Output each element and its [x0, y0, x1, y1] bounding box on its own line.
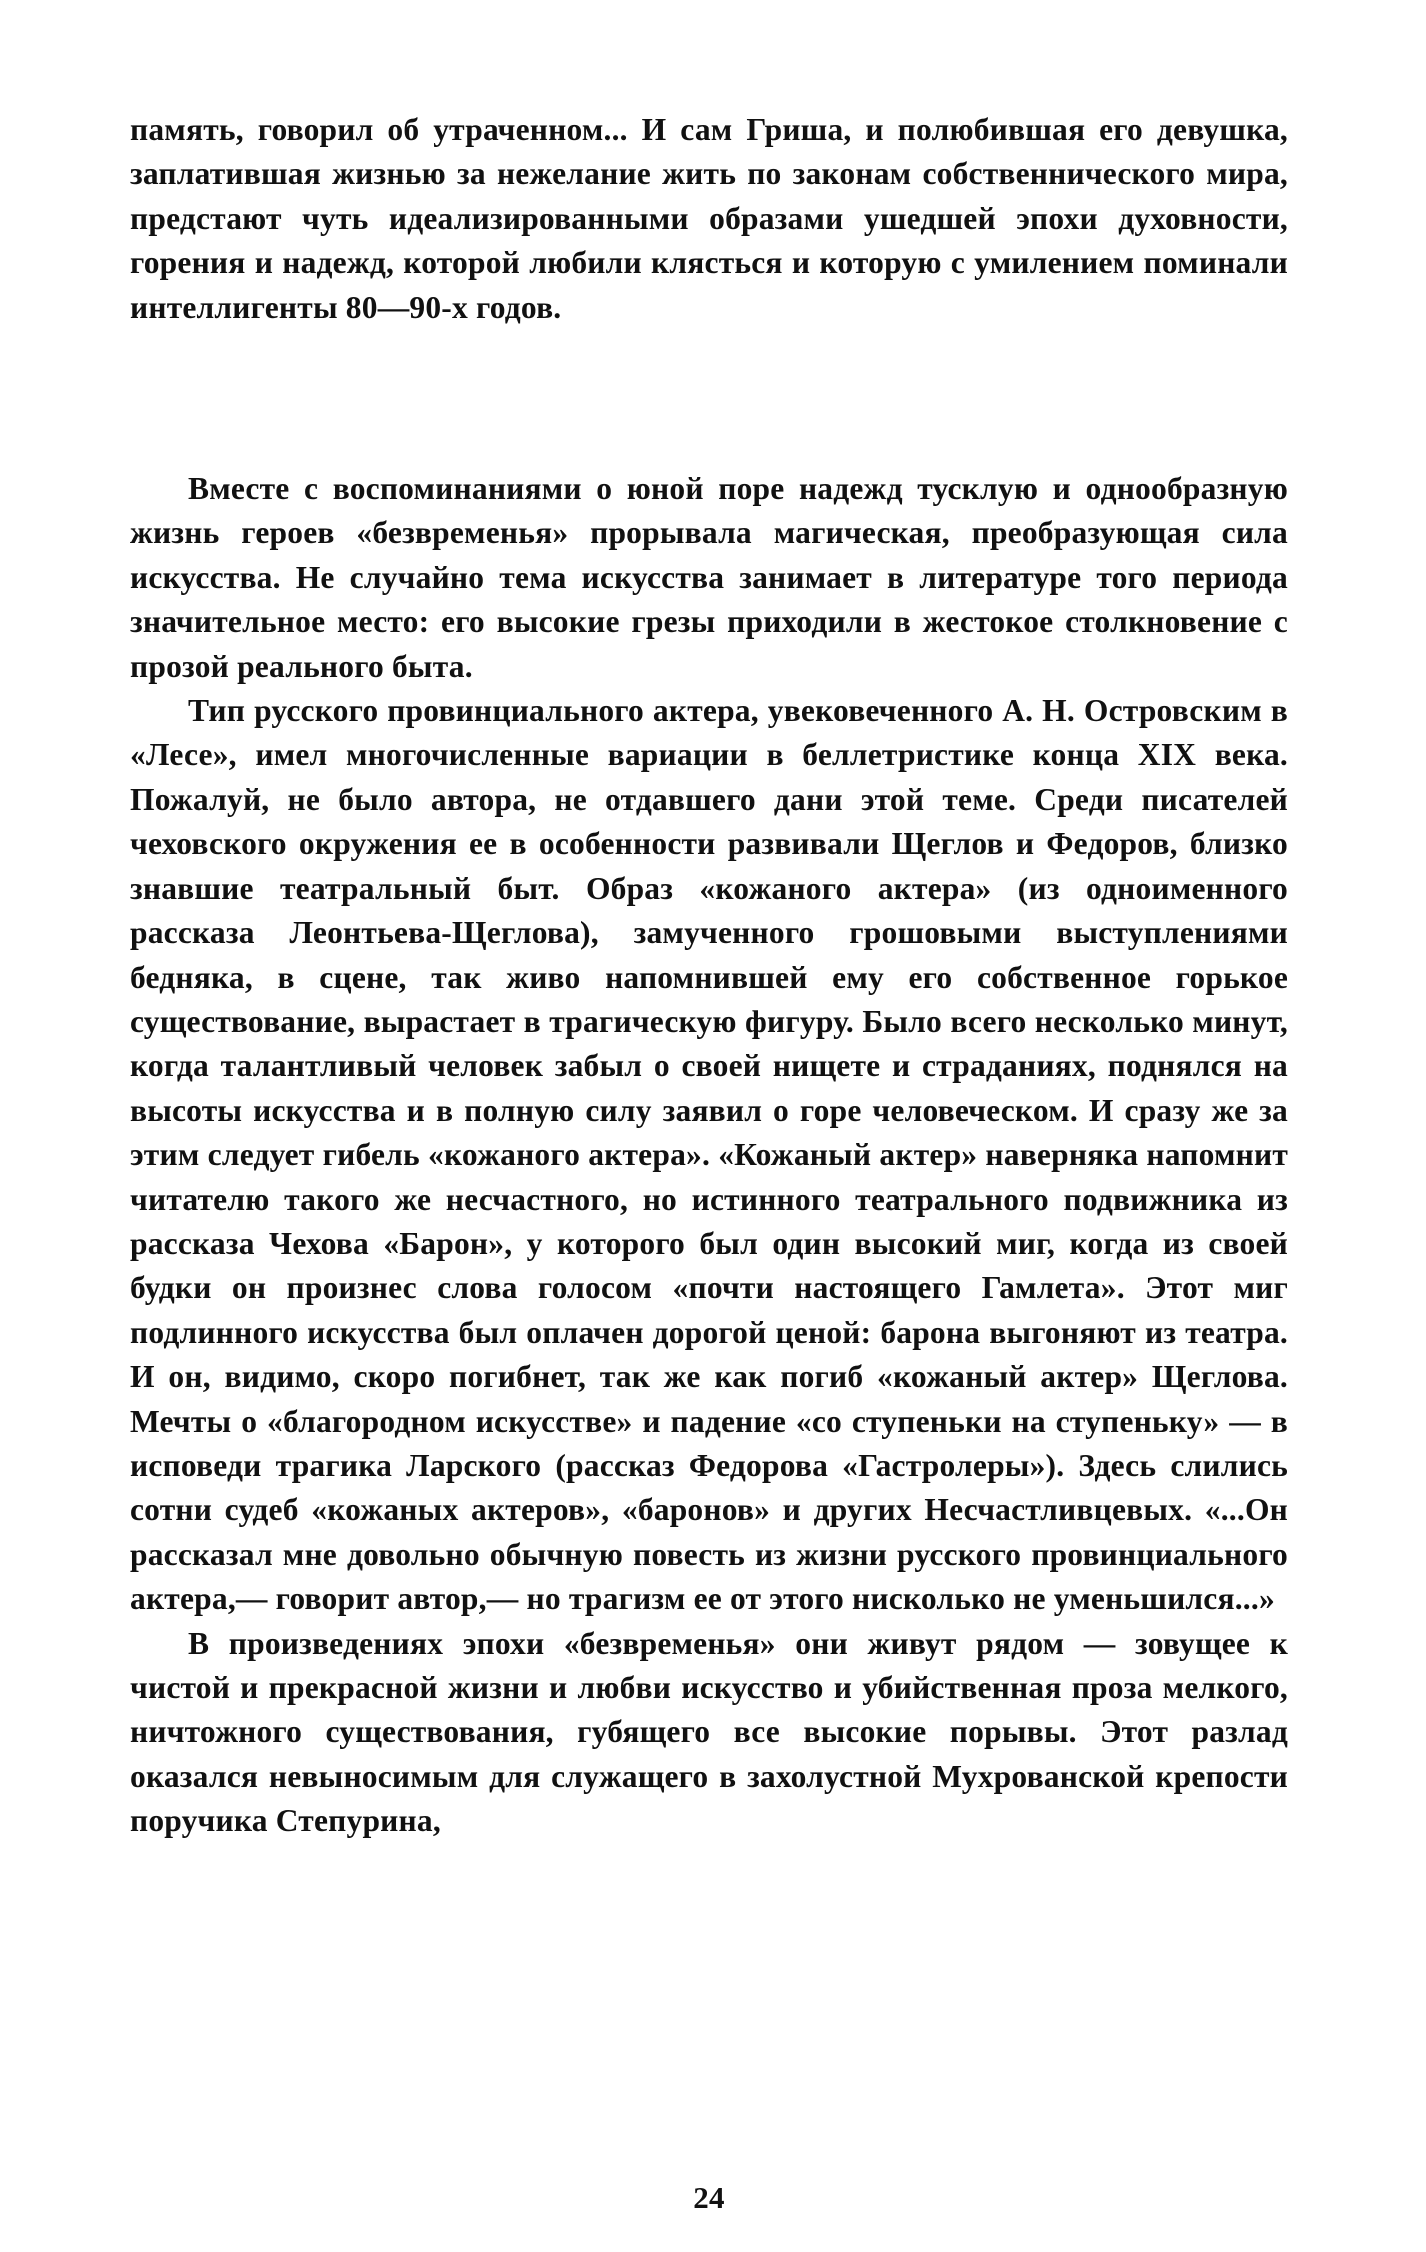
paragraph-art-theme: Вместе с воспоминаниями о юной поре надежд тусклую и однообразную жизнь героев «безвременья» прорывала магическая, преобразующая сила искусства. Не случайно тема искусства занимает в литературе того периода значительное место: его высокие грезы приходили в жестокое столкновение с прозой реального быта.	[130, 471, 1288, 684]
paragraph-provincial-actor: Тип русского провинциального актера, увековеченного А. Н. Островским в «Лесе», имел многочисленные вариации в беллетристике конца XIX века. Пожалуй, не было автора, не отдавшего дани этой теме. Среди писателей чеховского окружения ее в особенности развивали Щеглов и Федоров, близко знавшие театральный быт. Образ «кожаного актера» (из одноименного рассказа Леонтьева-Щеглова), замученного грошовыми выступлениями бедняка, в сцене, так живо напомнившей ему его собственное горькое существование, вырастает в трагическую фигуру. Было всего несколько минут, когда талантливый человек забыл о своей нищете и страданиях, поднялся на высоты искусства и в полную силу заявил о горе человеческом. И сразу же за этим следует гибель «кожаного актера». «Кожаный актер» наверняка напомнит читателю такого же несчастного, но истинного театрального подвижника из рассказа Чехова «Барон», у которого был один высокий миг, когда из своей будки он произнес слова голосом «почти настоящего Гамлета». Этот миг подлинного искусства был оплачен дорогой ценой: барона выгоняют из театра. И он, видимо, скоро погибнет, так же как погиб «кожаный актер» Щеглова. Мечты о «благородном искусстве» и падение «со ступеньки на ступеньку» — в исповеди трагика Ларского (рассказ Федорова «Гастролеры»). Здесь слились сотни судеб «кожаных актеров», «баронов» и других Несчастливцевых. «...Он рассказал мне довольно обычную повесть из жизни русского провинциального актера,— говорит автор,— но трагизм ее от этого нисколько не уменьшился...»	[130, 693, 1288, 1617]
page-body	[130, 108, 1288, 2248]
paragraph-continuation: память, говорил об утраченном... И сам Гриша, и полюбившая его девушка, заплатившая жизнью за нежелание жить по законам собственнического мира, предстают чуть идеализированными образами ушедшей эпохи духовности, горения и надежд, которой любили клясться и которую с умилением поминали интеллигенты 80—90-х годов.	[130, 112, 1288, 325]
paragraph-timelessness-works: В произведениях эпохи «безвременья» они живут рядом — зовущее к чистой и прекрасной жизни и любви искусство и убийственная проза мелкого, ничтожного существования, губящего все высокие порывы. Этот разлад оказался невыносимым для служащего в захолустной Мухрованской крепости поручика Степурина,	[130, 1625, 1288, 1839]
page-number: 24	[693, 2180, 725, 2215]
